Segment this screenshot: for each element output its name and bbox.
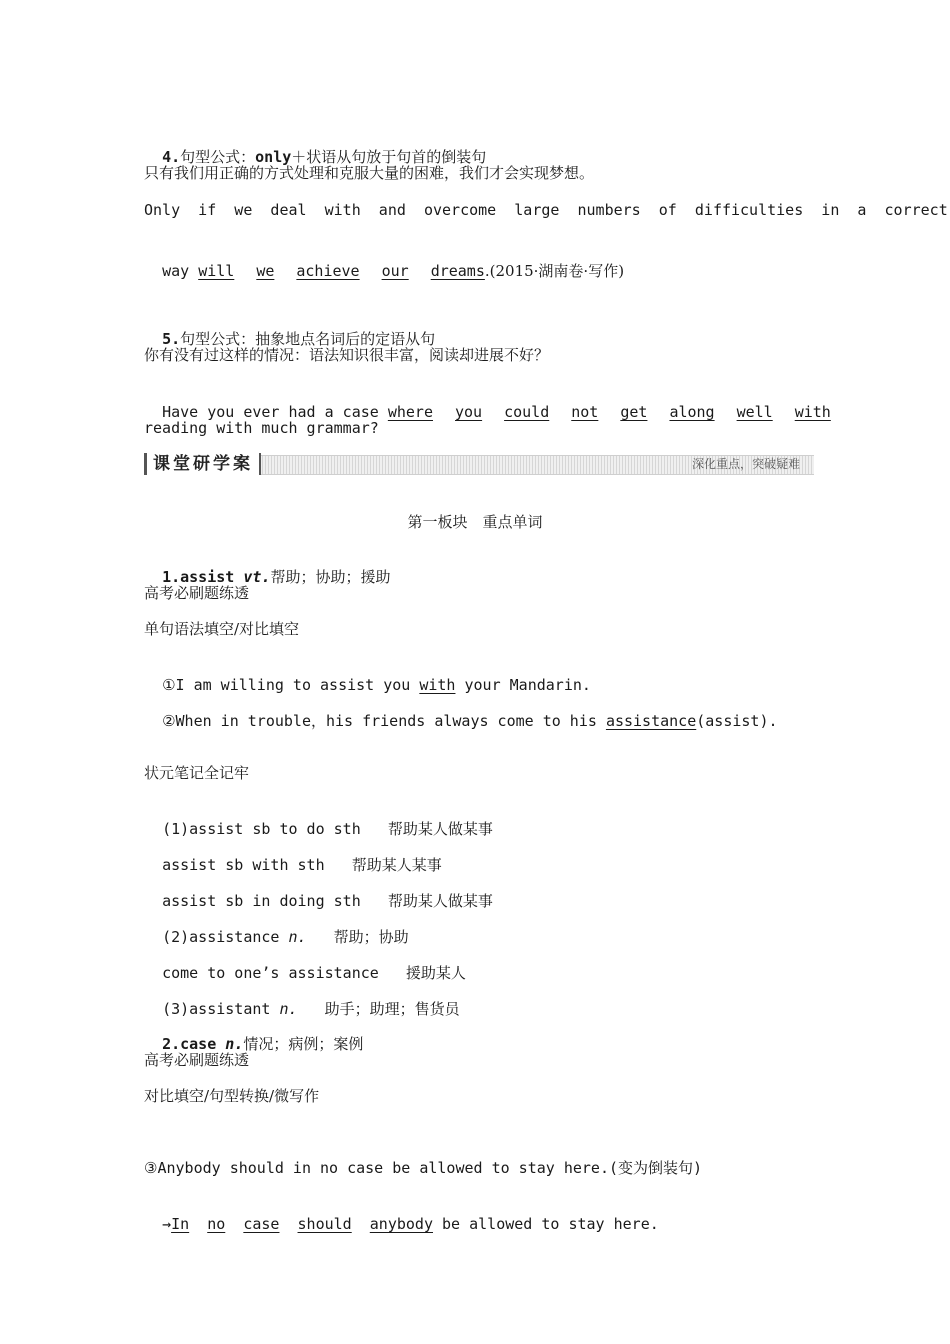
s4-heading-en: only (255, 148, 292, 166)
w1-q1-end: your Mandarin. (455, 676, 591, 694)
s5-answer-blank: well (736, 403, 773, 421)
w1-q2-start: ②When in trouble，his friends always come to his (162, 712, 606, 730)
w2-answer-line (144, 1194, 659, 1234)
w1-note-cn: 帮助某人做某事 (387, 820, 493, 838)
w1-note-en: assist sb with sth (162, 856, 325, 874)
s5-line1-start: Have you ever had a case (162, 403, 388, 421)
w1-note (144, 871, 493, 911)
w1-q2-end: (assist). (696, 712, 778, 730)
s5-english-line-2: reading with much grammar? (144, 419, 379, 437)
w2-type: 对比填空/句型转换/微写作 (144, 1087, 320, 1105)
w1-note-pos: n. (288, 928, 307, 946)
w1-note-cn: 帮助某人某事 (351, 856, 442, 874)
w1-q1-answer: with (419, 676, 456, 694)
w1-word: assist (180, 568, 235, 586)
w2-answer-tail: be allowed to stay here. (433, 1215, 659, 1233)
s4-chinese-sentence: 只有我们用正确的方式处理和克服大量的困难，我们才会实现梦想。 (144, 164, 595, 182)
w1-meaning: 帮助；协助；援助 (270, 568, 391, 586)
s5-chinese-sentence: 你有没有过这样的情况：语法知识很丰富，阅读却进展不好？ (144, 346, 550, 364)
s5-answer-blank: you (455, 403, 483, 421)
w1-q2-answer: assistance (605, 712, 697, 730)
s5-english-line-1 (144, 382, 831, 422)
w1-note-en: assist sb in doing sth (162, 892, 361, 910)
s4-answer-blank: dreams (430, 262, 485, 280)
w1-note-en: (1)assist sb to do sth (162, 820, 361, 838)
w1-note-en: come to one’s assistance (162, 964, 379, 982)
s4-line2-start: way (162, 262, 199, 280)
section-banner (144, 453, 814, 475)
w1-note (144, 835, 442, 875)
s5-answer-blank: where (387, 403, 433, 421)
w1-note-en: (3)assistant (162, 1000, 271, 1018)
section-title: 第一板块 重点单词 (407, 513, 543, 531)
w1-type: 单句语法填空/对比填空 (144, 620, 300, 638)
w2-meaning: 情况；病例；案例 (243, 1035, 364, 1053)
s4-heading-num: 4. (162, 148, 181, 166)
s5-heading-num: 5. (162, 330, 181, 348)
w2-answer-blank: anybody (369, 1215, 433, 1233)
s4-heading-cn1: 句型公式： (180, 148, 256, 166)
w1-note-cn: 助手；助理；售货员 (324, 1000, 460, 1018)
s4-answer-blank: we (256, 262, 275, 280)
w1-q1-start: ①I am willing to assist you (162, 676, 420, 694)
w1-note (144, 799, 493, 839)
w1-note (144, 943, 466, 983)
w2-num: 2. (162, 1035, 181, 1053)
s4-source: .(2015·湖南卷·写作) (484, 262, 625, 280)
s5-answer-blank: could (504, 403, 550, 421)
s4-answer-blank: will (198, 262, 235, 280)
w2-pos: n. (225, 1035, 244, 1053)
s5-heading (144, 309, 435, 349)
w1-question-2 (144, 691, 778, 731)
w1-heading (144, 547, 390, 587)
w2-practice: 高考必刷题练透 (144, 1051, 250, 1069)
banner-subtitle: 深化重点，突破疑难 (691, 457, 800, 471)
w1-note-cn: 援助某人 (405, 964, 466, 982)
s5-answer-blank: along (669, 403, 715, 421)
w1-note-en: (2)assistance (162, 928, 280, 946)
w1-note-cn: 帮助；协助 (333, 928, 409, 946)
w1-notes-title: 状元笔记全记牢 (144, 764, 250, 782)
w1-practice: 高考必刷题练透 (144, 584, 250, 602)
w2-answer-blank: no (207, 1215, 226, 1233)
w1-pos: vt. (243, 568, 271, 586)
s5-heading-cn: 句型公式：抽象地点名词后的定语从句 (180, 330, 436, 348)
s4-heading (144, 127, 486, 167)
s4-answer-blank: achieve (296, 262, 360, 280)
w2-question-3: ③Anybody should in no case be allowed to stay here.(变为倒装句) (144, 1159, 703, 1177)
s5-answer-blank: get (620, 403, 648, 421)
banner-title: 课堂研学案 (144, 453, 261, 475)
w2-answer-blank: should (297, 1215, 352, 1233)
w2-heading (144, 1014, 363, 1054)
w1-note-pos: n. (279, 1000, 298, 1018)
s4-english-line-1: Only if we deal with and overcome large numbers of difficulties in a correct (144, 201, 948, 219)
s4-heading-cn2: ＋状语从句放于句首的倒装句 (291, 148, 487, 166)
s4-english-line-2 (144, 241, 624, 281)
w1-num: 1. (162, 568, 181, 586)
w1-note (144, 979, 460, 1019)
s4-answer-blank: our (381, 262, 409, 280)
w1-note-cn: 帮助某人做某事 (387, 892, 493, 910)
w1-note (144, 907, 409, 947)
w1-question-1 (144, 655, 591, 695)
s5-answer-blank: not (571, 403, 599, 421)
w2-word: case (180, 1035, 217, 1053)
arrow-icon: → (162, 1215, 172, 1233)
w2-answer-blank: case (243, 1215, 280, 1233)
s5-answer-blank: with (794, 403, 831, 421)
w2-answer-blank: In (171, 1215, 190, 1233)
